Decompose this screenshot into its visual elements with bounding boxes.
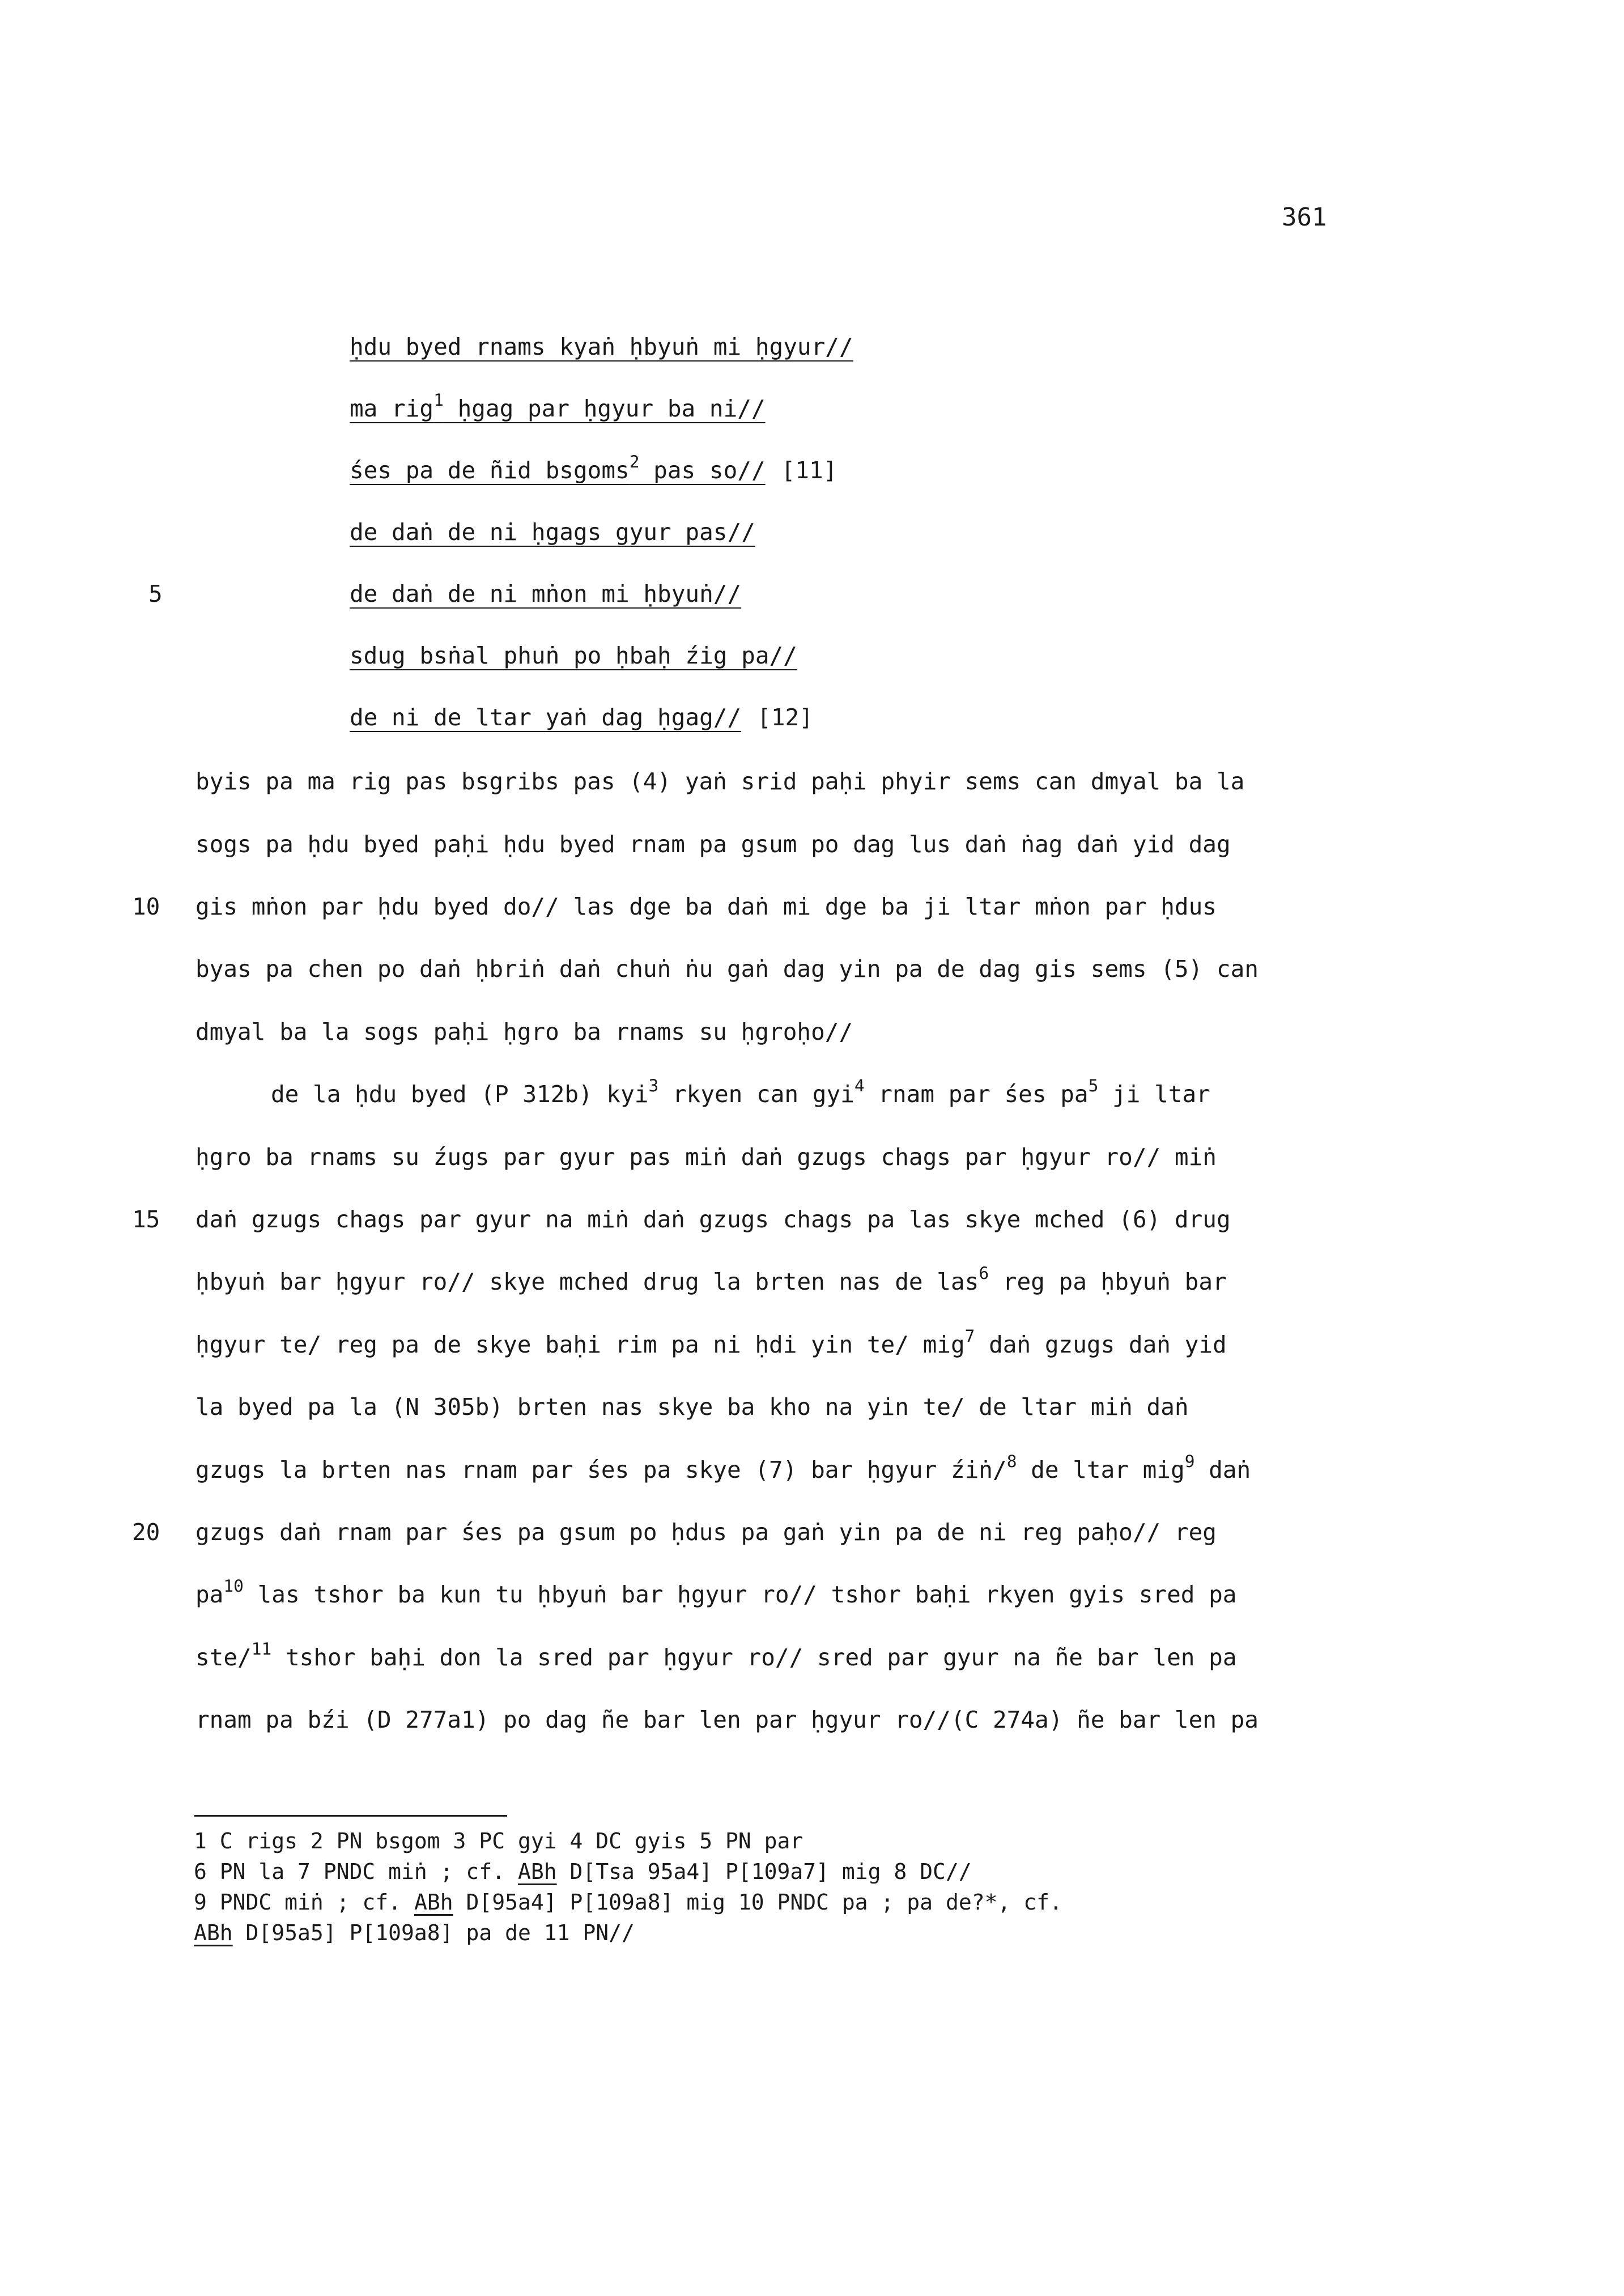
footnote-line: 1 C rigs 2 PN bsgom 3 PC gyi 4 DC gyis 5 PN par bbox=[194, 1829, 804, 1853]
verse-line-4: de daṅ de ni ḥgags gyur pas// bbox=[350, 518, 755, 546]
verse-line-6: sdug bsṅal phuṅ po ḥbaḥ źig pa// bbox=[350, 642, 797, 669]
verse-reference: [12] bbox=[757, 704, 813, 731]
line-number: 15 bbox=[132, 1206, 160, 1233]
footnote-line: ABh D[95a5] P[109a8] pa de 11 PN// bbox=[194, 1920, 635, 1945]
footnote-rule bbox=[194, 1815, 507, 1817]
verse-reference: [11] bbox=[781, 457, 837, 484]
prose-line: $pa^{10}$ las tshor ba kun tu ḥbyuṅ bar ḥgyur ro// tshor baḥi rkyen gyis sred pa bbox=[195, 1576, 1237, 1608]
prose-line: daṅ gzugs chags par gyur na miṅ daṅ gzugs chags pa las skye mched (6) drug bbox=[195, 1206, 1231, 1233]
prose-line: gzugs daṅ rnam par śes pa gsum po ḥdus pa gaṅ yin pa de ni reg paḥo// reg bbox=[195, 1519, 1217, 1546]
verse-line-7: de ni de ltar yaṅ dag ḥgag// [12] bbox=[350, 704, 813, 731]
page-number: 361 bbox=[1282, 203, 1327, 232]
prose-line: ste/$^{11}$ tshor baḥi don la sred par ḥgyur ro// sred par gyur na ñe bar len pa bbox=[195, 1639, 1237, 1671]
line-number: 10 bbox=[132, 893, 160, 920]
verse-line-2: ma rig$^1$ ḥgag par ḥgyur ba ni// bbox=[350, 390, 766, 422]
footnote-line: 9 PNDC miṅ ; cf. ABh D[95a4] P[109a8] mig 10 PNDC pa ; pa de?*, cf. bbox=[194, 1890, 1062, 1915]
prose-line: gzugs la brten nas rnam par śes pa skye (7) bar ḥgyur źiṅ/$^8$ de ltar mig$^9$ daṅ bbox=[195, 1451, 1251, 1483]
verse-line-5: de daṅ de ni mṅon mi ḥbyuṅ// bbox=[350, 580, 742, 607]
verse-line-1: ḥdu byed rnams kyaṅ ḥbyuṅ mi ḥgyur// bbox=[350, 333, 853, 360]
prose-line: sogs pa ḥdu byed paḥi ḥdu byed rnam pa gsum po dag lus daṅ ṅag daṅ yid dag bbox=[195, 831, 1231, 858]
footnote-line: 6 PN la 7 PNDC miṅ ; cf. ABh D[Tsa 95a4] P[109a7] mig 8 DC// bbox=[194, 1859, 972, 1884]
prose-line: ḥbyuṅ bar ḥgyur ro// skye mched drug la brten nas de las$^6$ reg pa ḥbyuṅ bar bbox=[195, 1263, 1227, 1295]
prose-line: byis pa ma rig pas bsgribs pas (4) yaṅ srid paḥi phyir sems can dmyal ba la bbox=[195, 768, 1245, 795]
prose-line: de la ḥdu byed (P 312b) kyi$^3$ rkyen can gyi$^4$ rnam par śes $pa^5$ ji ltar bbox=[271, 1075, 1210, 1108]
prose-line: ḥgyur te/ reg pa de skye baḥi rim pa ni ḥdi yin te/ mig$^7$ daṅ gzugs daṅ yid bbox=[195, 1326, 1227, 1358]
prose-line: la byed pa la (N 305b) brten nas skye ba kho na yin te/ de ltar miṅ daṅ bbox=[195, 1393, 1189, 1421]
line-number: 5 bbox=[148, 580, 163, 607]
prose-line: byas pa chen po daṅ ḥbriṅ daṅ chuṅ ṅu gaṅ dag yin pa de dag gis sems (5) can bbox=[195, 955, 1259, 983]
verse-line-3: śes pa de ñid bsgoms$^2$ pas so// [11] bbox=[350, 452, 837, 484]
line-number: 20 bbox=[132, 1519, 160, 1546]
prose-line: rnam pa bźi (D 277a1) po dag ñe bar len par ḥgyur ro//(C 274a) ñe bar len pa bbox=[195, 1706, 1259, 1733]
prose-line: ḥgro ba rnams su źugs par gyur pas miṅ daṅ gzugs chags par ḥgyur ro// miṅ bbox=[195, 1143, 1217, 1171]
prose-line: dmyal ba la sogs paḥi ḥgro ba rnams su ḥgroḥo// bbox=[195, 1018, 853, 1045]
prose-line: gis mṅon par ḥdu byed do// las dge ba daṅ mi dge ba ji ltar mṅon par ḥdus bbox=[195, 893, 1217, 920]
